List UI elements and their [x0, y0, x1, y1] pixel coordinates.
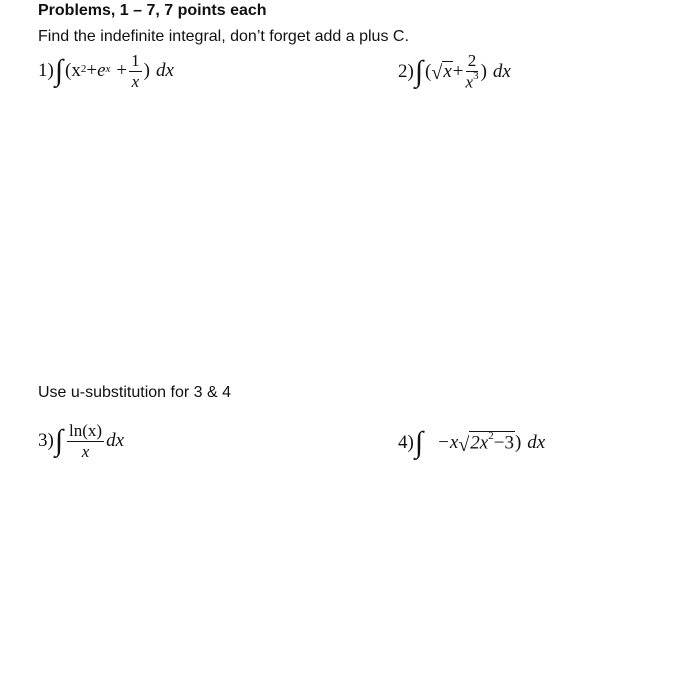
- problem-number: 2): [398, 60, 414, 82]
- problem-1: [38, 52, 174, 91]
- close-paren: ): [480, 60, 487, 82]
- plus-sign: +: [86, 60, 98, 82]
- problem-number: 3): [38, 430, 54, 452]
- close-paren: ): [514, 432, 522, 453]
- u-substitution-instructions: Use u-substitution for 3 & 4: [38, 384, 231, 401]
- term-x: (x: [65, 60, 81, 82]
- term-minus-x: −x: [437, 432, 459, 453]
- problem-number: 1): [38, 60, 54, 82]
- problem-2: [398, 52, 511, 91]
- radical-sign: √: [458, 433, 470, 456]
- instructions-text: Find the indefinite integral, don’t forget add a plus C.: [38, 28, 409, 45]
- integral-sign: ∫: [414, 54, 424, 88]
- exponent: 2: [80, 63, 87, 76]
- fraction-denominator: x: [131, 71, 140, 91]
- fraction-denominator: x: [81, 441, 90, 461]
- radicand: x: [443, 60, 452, 82]
- problem-4: [398, 428, 545, 458]
- fraction-numerator: 1: [131, 51, 140, 70]
- fraction-numerator: ln(x): [69, 421, 103, 440]
- square-root: [431, 61, 452, 83]
- radicand: $2x^2-3$: [470, 430, 514, 454]
- problem-number: 4): [398, 432, 414, 453]
- radical-sign: √: [431, 61, 443, 84]
- plus-sign: +: [452, 60, 464, 82]
- integral-sign: ∫: [54, 54, 64, 88]
- fraction-numerator: 2: [467, 51, 477, 70]
- integral-sign: ∫: [54, 424, 64, 458]
- square-root: [458, 431, 515, 454]
- differential: dx: [492, 60, 511, 82]
- differential: dx: [155, 60, 174, 82]
- term-e: e: [97, 60, 106, 82]
- plus-sign: +: [116, 60, 128, 82]
- exponent: x: [105, 63, 111, 76]
- fraction-denominator: $x^3$: [465, 69, 479, 92]
- open-paren: (: [425, 60, 432, 82]
- differential: dx: [106, 430, 125, 452]
- fraction: [129, 52, 142, 91]
- differential: dx: [527, 432, 546, 453]
- close-paren: ): [143, 60, 150, 82]
- integral-sign: ∫: [414, 426, 424, 459]
- problem-3: [38, 422, 124, 461]
- fraction: [466, 52, 479, 91]
- problems-heading: Problems, 1 – 7, 7 points each: [38, 2, 267, 19]
- fraction: [67, 422, 104, 461]
